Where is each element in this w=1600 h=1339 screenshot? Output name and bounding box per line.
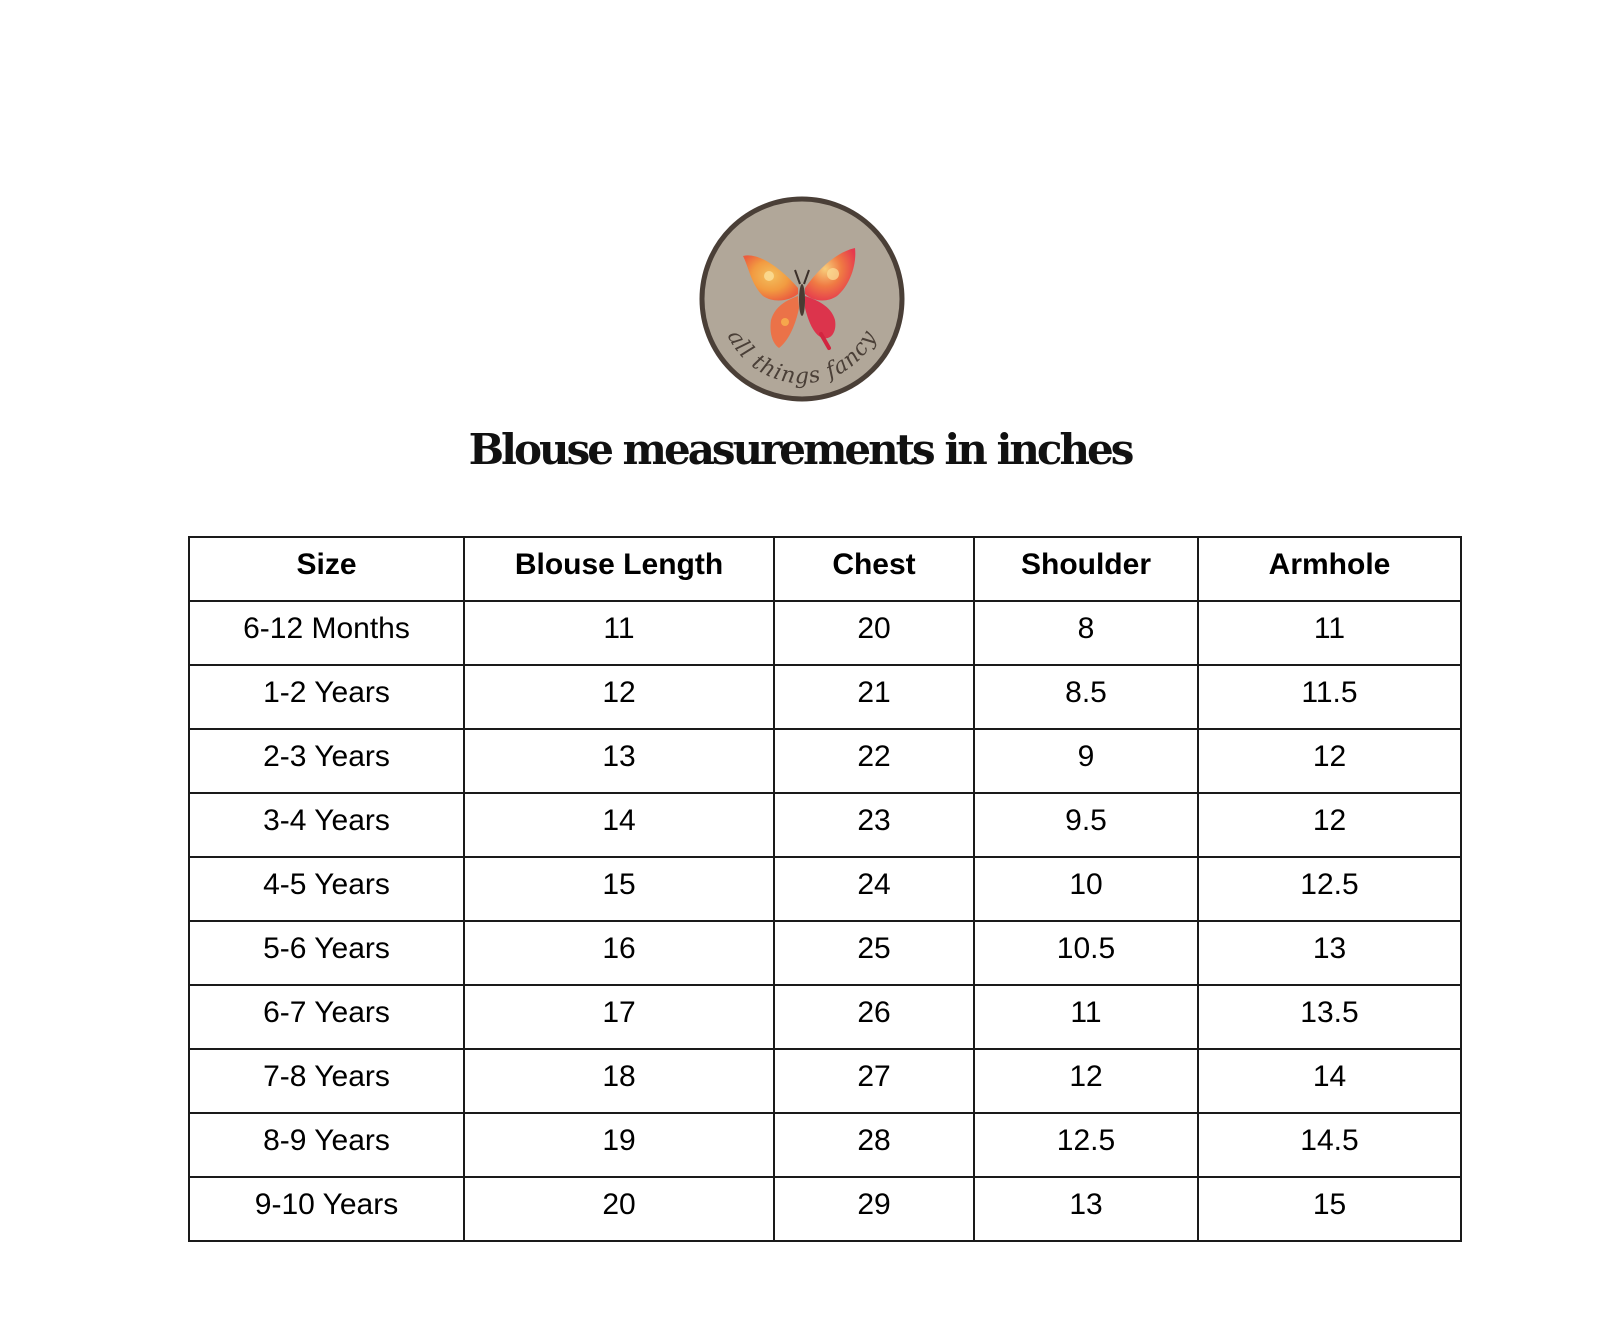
cell-size: 7-8 Years [189, 1049, 464, 1113]
cell-shoulder: 13 [974, 1177, 1198, 1241]
butterfly-logo-icon [699, 196, 905, 402]
table-row [189, 921, 1461, 985]
cell-blouse-length: 11 [464, 601, 774, 665]
cell-armhole: 12 [1198, 793, 1461, 857]
cell-shoulder: 11 [974, 985, 1198, 1049]
cell-armhole: 12.5 [1198, 857, 1461, 921]
cell-size: 6-12 Months [189, 601, 464, 665]
cell-shoulder: 10.5 [974, 921, 1198, 985]
table-row [189, 665, 1461, 729]
cell-chest: 26 [774, 985, 974, 1049]
cell-blouse-length: 17 [464, 985, 774, 1049]
cell-armhole: 14 [1198, 1049, 1461, 1113]
cell-shoulder: 12.5 [974, 1113, 1198, 1177]
cell-armhole: 12 [1198, 729, 1461, 793]
table-header-row [189, 537, 1461, 601]
cell-blouse-length: 13 [464, 729, 774, 793]
cell-blouse-length: 16 [464, 921, 774, 985]
cell-size: 6-7 Years [189, 985, 464, 1049]
cell-chest: 25 [774, 921, 974, 985]
cell-armhole: 11 [1198, 601, 1461, 665]
cell-chest: 28 [774, 1113, 974, 1177]
header-chest: Chest [774, 537, 974, 601]
table-row [189, 985, 1461, 1049]
table-row [189, 857, 1461, 921]
logo-text: all things fancy [721, 326, 883, 390]
header-shoulder: Shoulder [974, 537, 1198, 601]
cell-armhole: 15 [1198, 1177, 1461, 1241]
table-row [189, 793, 1461, 857]
cell-blouse-length: 15 [464, 857, 774, 921]
cell-chest: 27 [774, 1049, 974, 1113]
cell-size: 8-9 Years [189, 1113, 464, 1177]
cell-shoulder: 9.5 [974, 793, 1198, 857]
cell-armhole: 11.5 [1198, 665, 1461, 729]
page-title: Blouse measurements in inches [468, 425, 1132, 474]
cell-size: 1-2 Years [189, 665, 464, 729]
cell-armhole: 13 [1198, 921, 1461, 985]
table-row [189, 1177, 1461, 1241]
cell-blouse-length: 20 [464, 1177, 774, 1241]
cell-shoulder: 8.5 [974, 665, 1198, 729]
brand-logo [699, 196, 905, 402]
cell-size: 4-5 Years [189, 857, 464, 921]
cell-chest: 20 [774, 601, 974, 665]
cell-chest: 22 [774, 729, 974, 793]
cell-armhole: 13.5 [1198, 985, 1461, 1049]
cell-blouse-length: 19 [464, 1113, 774, 1177]
cell-size: 3-4 Years [189, 793, 464, 857]
header-size: Size [189, 537, 464, 601]
cell-size: 5-6 Years [189, 921, 464, 985]
cell-blouse-length: 14 [464, 793, 774, 857]
cell-shoulder: 9 [974, 729, 1198, 793]
cell-blouse-length: 12 [464, 665, 774, 729]
table-row [189, 729, 1461, 793]
cell-armhole: 14.5 [1198, 1113, 1461, 1177]
cell-size: 2-3 Years [189, 729, 464, 793]
table-row [189, 1113, 1461, 1177]
cell-shoulder: 12 [974, 1049, 1198, 1113]
cell-chest: 21 [774, 665, 974, 729]
table-row [189, 601, 1461, 665]
cell-shoulder: 10 [974, 857, 1198, 921]
cell-shoulder: 8 [974, 601, 1198, 665]
cell-chest: 29 [774, 1177, 974, 1241]
table-row [189, 1049, 1461, 1113]
header-blouse-length: Blouse Length [464, 537, 774, 601]
cell-chest: 24 [774, 857, 974, 921]
cell-size: 9-10 Years [189, 1177, 464, 1241]
cell-chest: 23 [774, 793, 974, 857]
cell-blouse-length: 18 [464, 1049, 774, 1113]
size-chart-table [188, 536, 1462, 1242]
header-armhole: Armhole [1198, 537, 1461, 601]
